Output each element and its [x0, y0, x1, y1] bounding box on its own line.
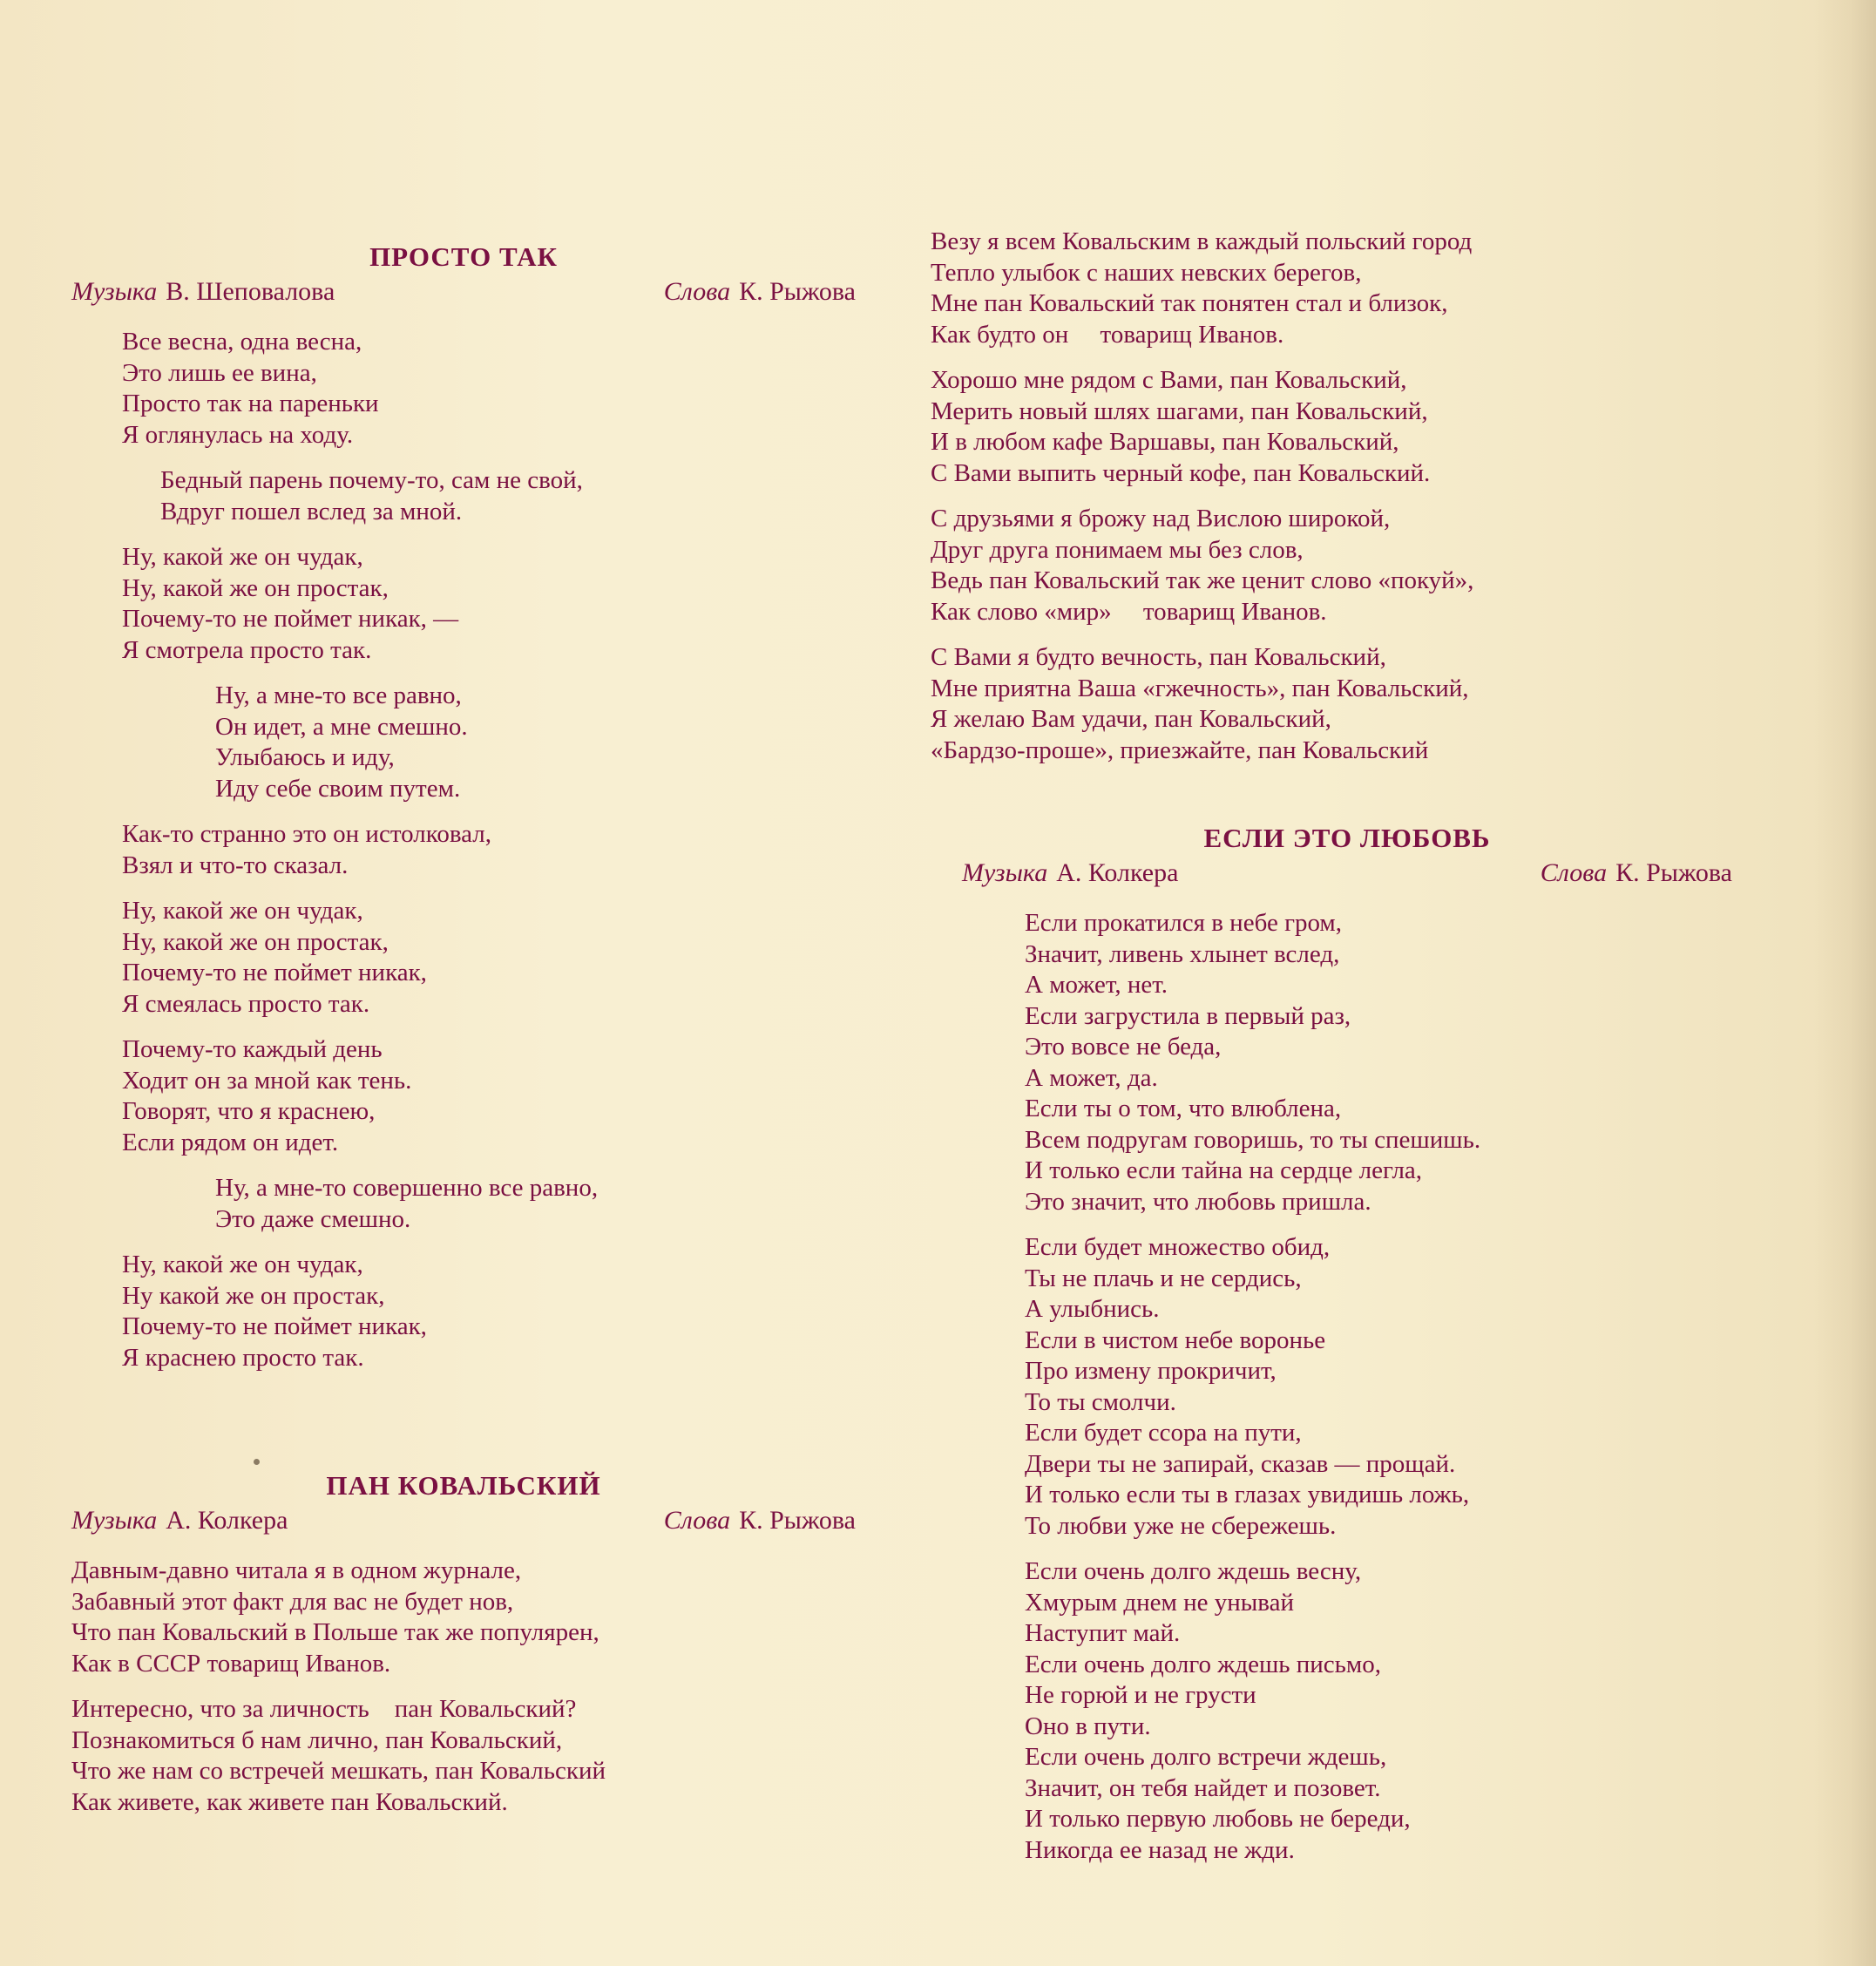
lyric-line: Ну, а мне-то все равно,: [215, 681, 462, 709]
right-column: [931, 227, 1732, 1881]
stanza: [71, 465, 856, 527]
lyric-line: Если рядом он идет.: [122, 1128, 339, 1156]
stanza: [71, 681, 856, 804]
lyric-line: Это лишь ее вина,: [122, 358, 317, 387]
song-prosto-tak: [71, 240, 856, 1373]
song-pan-kovalsky: [71, 1468, 856, 1818]
words-label: Слова: [663, 1506, 731, 1535]
lyric-line: Везу я всем Ковальским в каждый польский город: [931, 227, 1473, 255]
words-label: Слова: [663, 277, 731, 306]
lyric-line: Ну, какой же он простак,: [122, 573, 389, 602]
stanza: [71, 327, 856, 451]
words-credit: [664, 275, 856, 309]
lyric-line: Если очень долго ждешь весну,: [1025, 1557, 1362, 1585]
lyric-line: Всем подругам говоришь, то ты спешишь.: [1025, 1125, 1481, 1154]
lyric-line: Если будет множество обид,: [1025, 1233, 1331, 1261]
music-author: В. Шеповалова: [166, 277, 335, 306]
lyric-line: Почему-то каждый день: [122, 1035, 383, 1063]
stanza: [931, 908, 1732, 1217]
music-credit: [962, 856, 1178, 891]
spacer: [71, 1388, 856, 1468]
lyric-line: Ну, какой же он чудак,: [122, 543, 363, 571]
lyric-line: Если очень долго ждешь письмо,: [1025, 1650, 1382, 1678]
lyric-line: С Вами я будто вечность, пан Ковальский,: [931, 643, 1386, 671]
lyric-line: Двери ты не запирай, сказав — прощай.: [1025, 1449, 1456, 1478]
lyric-line: Мне пан Ковальский так понятен стал и близок,: [931, 289, 1448, 317]
lyric-line: Почему-то не поймет никак,: [122, 959, 427, 986]
music-label: Музыка: [71, 1506, 158, 1535]
song-credits: [962, 856, 1732, 891]
left-column: [71, 240, 856, 1833]
lyric-line: Я краснею просто так.: [122, 1343, 364, 1372]
words-author: К. Рыжова: [739, 277, 856, 306]
lyric-line: С друзьями я брожу над Вислою широкой,: [931, 505, 1391, 532]
lyric-line: Ведь пан Ковальский так же ценит слово «покуй»,: [931, 566, 1474, 594]
lyric-line: «Бардзо-проше», приезжайте, пан Ковальский: [931, 736, 1429, 764]
song-stanzas: [71, 327, 856, 1373]
stanza: [931, 1232, 1732, 1542]
lyric-line: Все весна, одна весна,: [122, 328, 362, 356]
stanza: [71, 819, 856, 881]
music-credit: [71, 1503, 288, 1538]
lyric-line: Что же нам со встречей мешкать, пан Ковальский: [71, 1757, 606, 1785]
lyric-line: Что пан Ковальский в Польше так же популярен,: [71, 1618, 599, 1646]
lyric-line: Вдруг пошел вслед за мной.: [160, 497, 463, 525]
stanza: [71, 1250, 856, 1373]
stanza: [931, 642, 1732, 766]
song-credits: [71, 275, 856, 309]
lyric-line: Иду себе своим путем.: [215, 774, 461, 803]
lyric-line: Наступит май.: [1025, 1619, 1181, 1647]
spacer: [931, 781, 1732, 821]
lyric-line: Хмурым днем не унывай: [1025, 1588, 1294, 1617]
lyric-line: Просто так на пареньки: [122, 390, 379, 417]
lyric-line: Давным-давно читала я в одном журнале,: [71, 1556, 522, 1584]
lyric-line: Как слово «мир» товарищ Иванов.: [931, 597, 1327, 626]
lyric-line: Как будто он товарищ Иванов.: [931, 320, 1284, 349]
words-credit: [1541, 856, 1732, 891]
lyric-line: Если в чистом небе воронье: [1025, 1325, 1326, 1354]
song-stanzas: [931, 908, 1732, 1866]
lyric-line: Как-то странно это он истолковал,: [122, 820, 491, 848]
lyric-line: Хорошо мне рядом с Вами, пан Ковальский,: [931, 366, 1407, 394]
music-label: Музыка: [962, 858, 1048, 887]
song-title: ПРОСТО ТАК: [369, 241, 558, 272]
song-stanzas-continued: [931, 227, 1732, 766]
lyric-line: И только первую любовь не береди,: [1025, 1805, 1411, 1833]
lyric-line: Как живете, как живете пан Ковальский.: [71, 1787, 508, 1816]
stanza: [71, 896, 856, 1020]
paper-fold-shadow: [1812, 0, 1876, 1966]
lyric-line: А улыбнись.: [1025, 1295, 1160, 1323]
words-credit: [664, 1503, 856, 1538]
lyric-line: А может, нет.: [1025, 971, 1168, 999]
music-label: Музыка: [71, 277, 158, 306]
stanza: [71, 1556, 856, 1679]
words-author: К. Рыжова: [1615, 858, 1732, 887]
lyric-line: Я оглянулась на ходу.: [122, 420, 354, 449]
lyric-line: Я смеялась просто так.: [122, 989, 370, 1018]
music-author: А. Колкера: [166, 1506, 288, 1535]
stanza: [71, 1694, 856, 1818]
lyric-line: Это даже смешно.: [215, 1204, 411, 1233]
lyric-line: То любви уже не сбережешь.: [1025, 1511, 1337, 1540]
lyric-line: Никогда ее назад не жди.: [1025, 1835, 1295, 1864]
lyric-line: Если загрустила в первый раз,: [1025, 1001, 1351, 1030]
lyric-line: Если будет ссора на пути,: [1025, 1419, 1302, 1447]
song-title: ЕСЛИ ЭТО ЛЮБОВЬ: [1203, 823, 1491, 853]
lyric-line: Значит, ливень хлынет вслед,: [1025, 939, 1340, 968]
stanza: [71, 1034, 856, 1158]
lyric-line: Это значит, что любовь пришла.: [1025, 1187, 1371, 1216]
words-author: К. Рыжова: [739, 1506, 856, 1535]
music-credit: [71, 275, 335, 309]
song-stanzas: [71, 1556, 856, 1818]
lyric-line: И только если тайна на сердце легла,: [1025, 1156, 1423, 1184]
lyric-line: Забавный этот факт для вас не будет нов,: [71, 1587, 514, 1616]
lyric-line: Бедный парень почему-то, сам не свой,: [160, 466, 583, 494]
lyric-line: Говорят, что я краснею,: [122, 1097, 376, 1125]
song-esli-eto-lyubov: [931, 821, 1732, 891]
lyric-line: Почему-то не поймет никак,: [122, 1312, 427, 1340]
lyric-line: Ну, какой же он чудак,: [122, 897, 363, 925]
lyric-line: Познакомиться б нам лично, пан Ковальский,: [71, 1725, 563, 1754]
lyric-line: Ну какой же он простак,: [122, 1281, 385, 1310]
lyric-line: Оно в пути.: [1025, 1712, 1151, 1740]
lyric-line: Улыбаюсь и иду,: [215, 743, 395, 771]
lyric-line: Если прокатился в небе гром,: [1025, 909, 1343, 937]
lyric-line: Он идет, а мне смешно.: [215, 712, 468, 741]
lyric-line: То ты смолчи.: [1025, 1387, 1176, 1416]
music-author: А. Колкера: [1056, 858, 1179, 887]
song-title: ПАН КОВАЛЬСКИЙ: [326, 1470, 601, 1501]
stanza: [931, 365, 1732, 489]
lyric-line: Ну, какой же он простак,: [122, 927, 389, 956]
lyric-line: Ты не плачь и не сердись,: [1025, 1264, 1302, 1292]
lyric-line: Я желаю Вам удачи, пан Ковальский,: [931, 705, 1331, 733]
lyric-line: Тепло улыбок с наших невских берегов,: [931, 258, 1362, 287]
lyric-line: Если ты о том, что влюблена,: [1025, 1095, 1342, 1122]
lyric-line: Мерить новый шлях шагами, пан Ковальский,: [931, 397, 1428, 425]
lyric-line: И в любом кафе Варшавы, пан Ковальский,: [931, 428, 1399, 456]
lyric-line: Ну, какой же он чудак,: [122, 1251, 363, 1278]
lyric-line: Если очень долго встречи ждешь,: [1025, 1743, 1387, 1771]
lyric-line: Мне приятна Ваша «гжечность», пан Ковальский,: [931, 674, 1469, 702]
lyric-line: Не горюй и не грусти: [1025, 1681, 1256, 1709]
lyric-line: Ну, а мне-то совершенно все равно,: [215, 1174, 599, 1202]
lyric-line: Друг друга понимаем мы без слов,: [931, 535, 1304, 564]
lyric-line: Про измену прокричит,: [1025, 1357, 1277, 1385]
lyric-line: Взял и что-то сказал.: [122, 851, 349, 879]
lyric-line: Как в СССР товарищ Иванов.: [71, 1649, 391, 1678]
lyric-line: И только если ты в глазах увидишь ложь,: [1025, 1481, 1470, 1508]
lyric-line: Ходит он за мной как тень.: [122, 1066, 412, 1095]
stanza: [71, 542, 856, 666]
lyric-line: А может, да.: [1025, 1063, 1158, 1092]
lyric-line: С Вами выпить черный кофе, пан Ковальский.: [931, 458, 1431, 487]
lyric-line: Почему-то не поймет никак, —: [122, 605, 459, 633]
stanza: [71, 1173, 856, 1235]
lyric-line: Интересно, что за личность пан Ковальский?: [71, 1695, 577, 1723]
lyric-line: Значит, он тебя найдет и позовет.: [1025, 1773, 1381, 1802]
lyric-line: Это вовсе не беда,: [1025, 1033, 1222, 1061]
lyric-line: Я смотрела просто так.: [122, 635, 372, 664]
song-credits: [71, 1503, 856, 1538]
stanza: [931, 504, 1732, 627]
stanza: [931, 227, 1732, 350]
stanza: [931, 1556, 1732, 1866]
words-label: Слова: [1540, 858, 1608, 887]
